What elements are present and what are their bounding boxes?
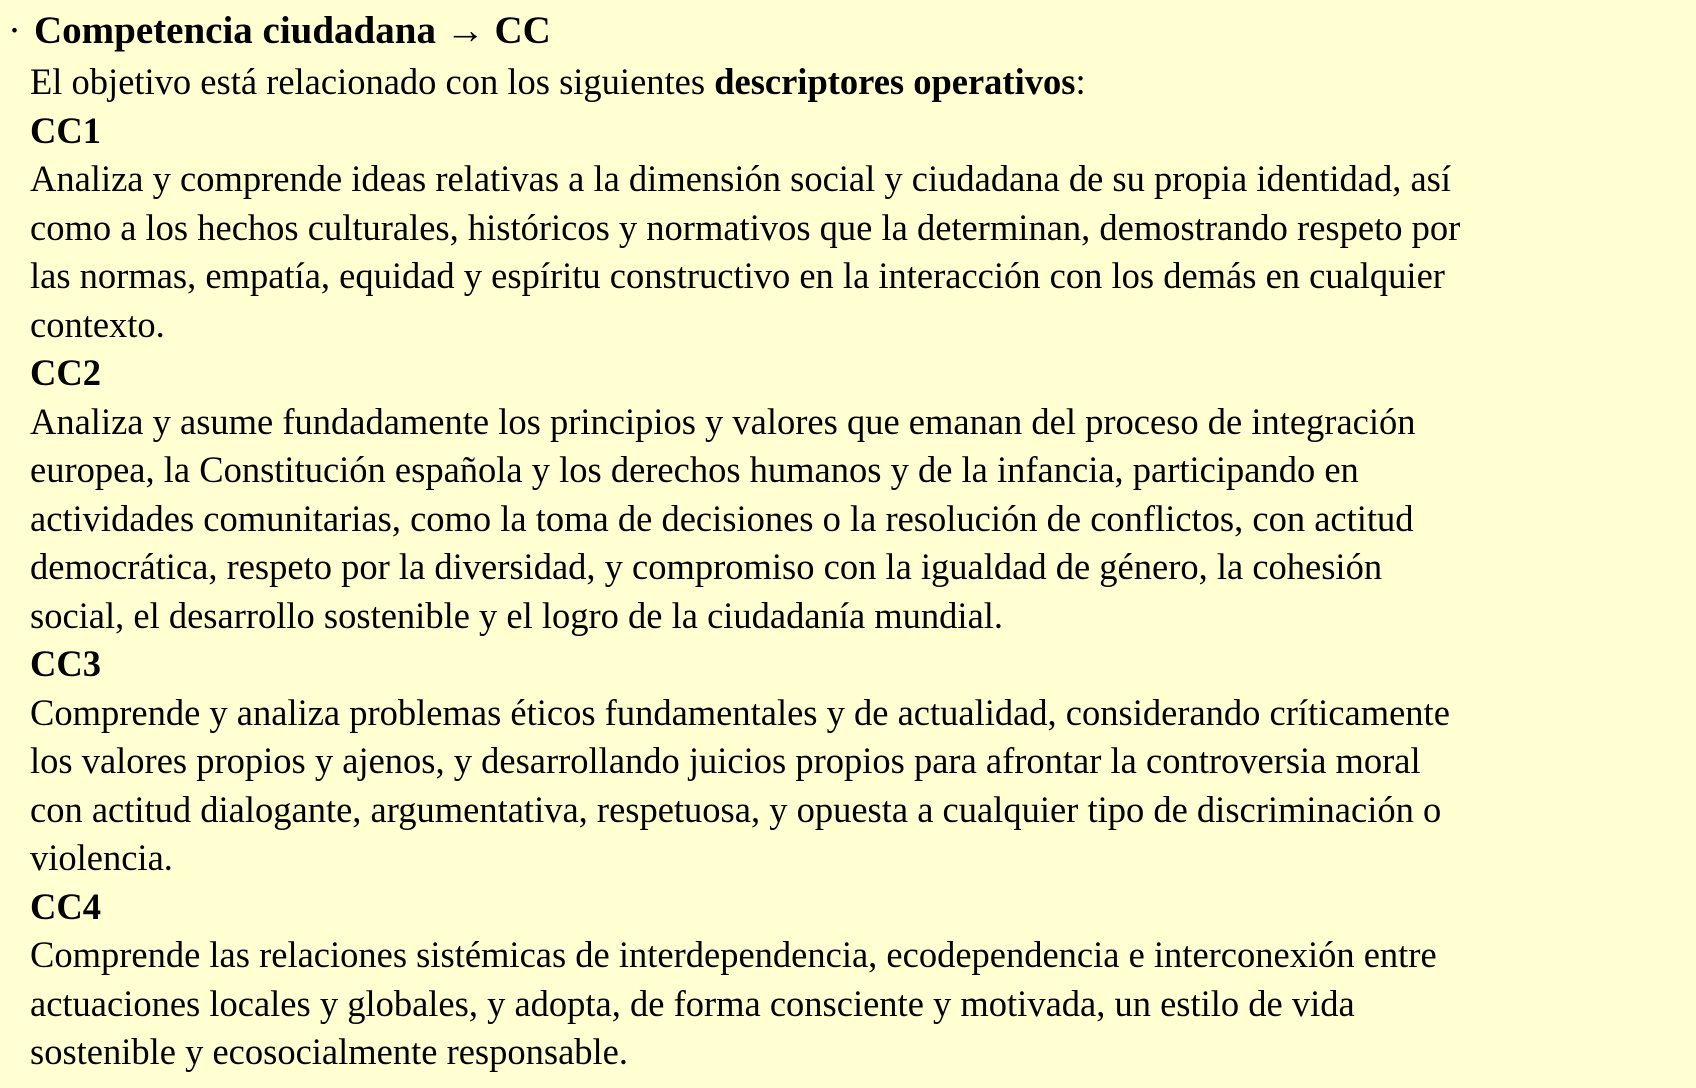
intro-paragraph — [30, 58, 1676, 107]
descriptor-code: CC3 — [30, 643, 101, 684]
bullet-marker: · — [8, 9, 21, 52]
section-content — [8, 58, 1676, 1077]
intro-prefix: El objetivo está relacionado con los siguientes — [30, 61, 715, 102]
descriptor-text: Comprende las relaciones sistémicas de interdependencia, ecodependencia e interconexión entre actuaciones locales y globales, y adopta, de forma consciente y motivada, un estilo de vida sostenible y ecosocialmente responsable. — [30, 934, 1437, 1072]
intro-suffix: : — [1075, 61, 1086, 102]
descriptor-text: Analiza y comprende ideas relativas a la dimensión social y ciudadana de su propia identidad, así como a los hechos culturales, históricos y normativos que la determinan, demostrando respeto por las normas, empatía, equidad y espíritu constructivo en la interacción con los demás en cualquier contexto. — [30, 158, 1461, 345]
descriptor-cc3 — [30, 640, 1676, 883]
descriptor-cc2 — [30, 349, 1676, 640]
descriptor-cc1 — [30, 107, 1676, 350]
descriptor-text: Analiza y asume fundadamente los principios y valores que emanan del proceso de integración europea, la Constitución española y los derechos humanos y de la infancia, participando en actividades comunitarias, como la toma de decisiones o la resolución de conflictos, con actitud democrática, respeto por la diversidad, y compromiso con la igualdad de género, la cohesión social, el desarrollo sostenible y el logro de la ciudadanía mundial. — [30, 400, 1416, 636]
descriptor-text: Comprende y analiza problemas éticos fundamentales y de actualidad, considerando críticamente los valores propios y ajenos, y desarrollando juicios propios para afrontar la controversia moral con actitud dialogante, argumentativa, respetuosa, y opuesta a cualquier tipo de discriminación o violencia. — [30, 691, 1450, 878]
descriptor-code: CC4 — [30, 885, 101, 927]
descriptor-cc4 — [30, 883, 1676, 1077]
descriptor-code: CC2 — [30, 352, 101, 393]
section-heading — [8, 4, 1676, 58]
intro-bold-term: descriptores operativos — [714, 61, 1076, 102]
heading-text: Competencia ciudadana → CC — [34, 9, 551, 52]
descriptor-code: CC1 — [30, 109, 101, 151]
